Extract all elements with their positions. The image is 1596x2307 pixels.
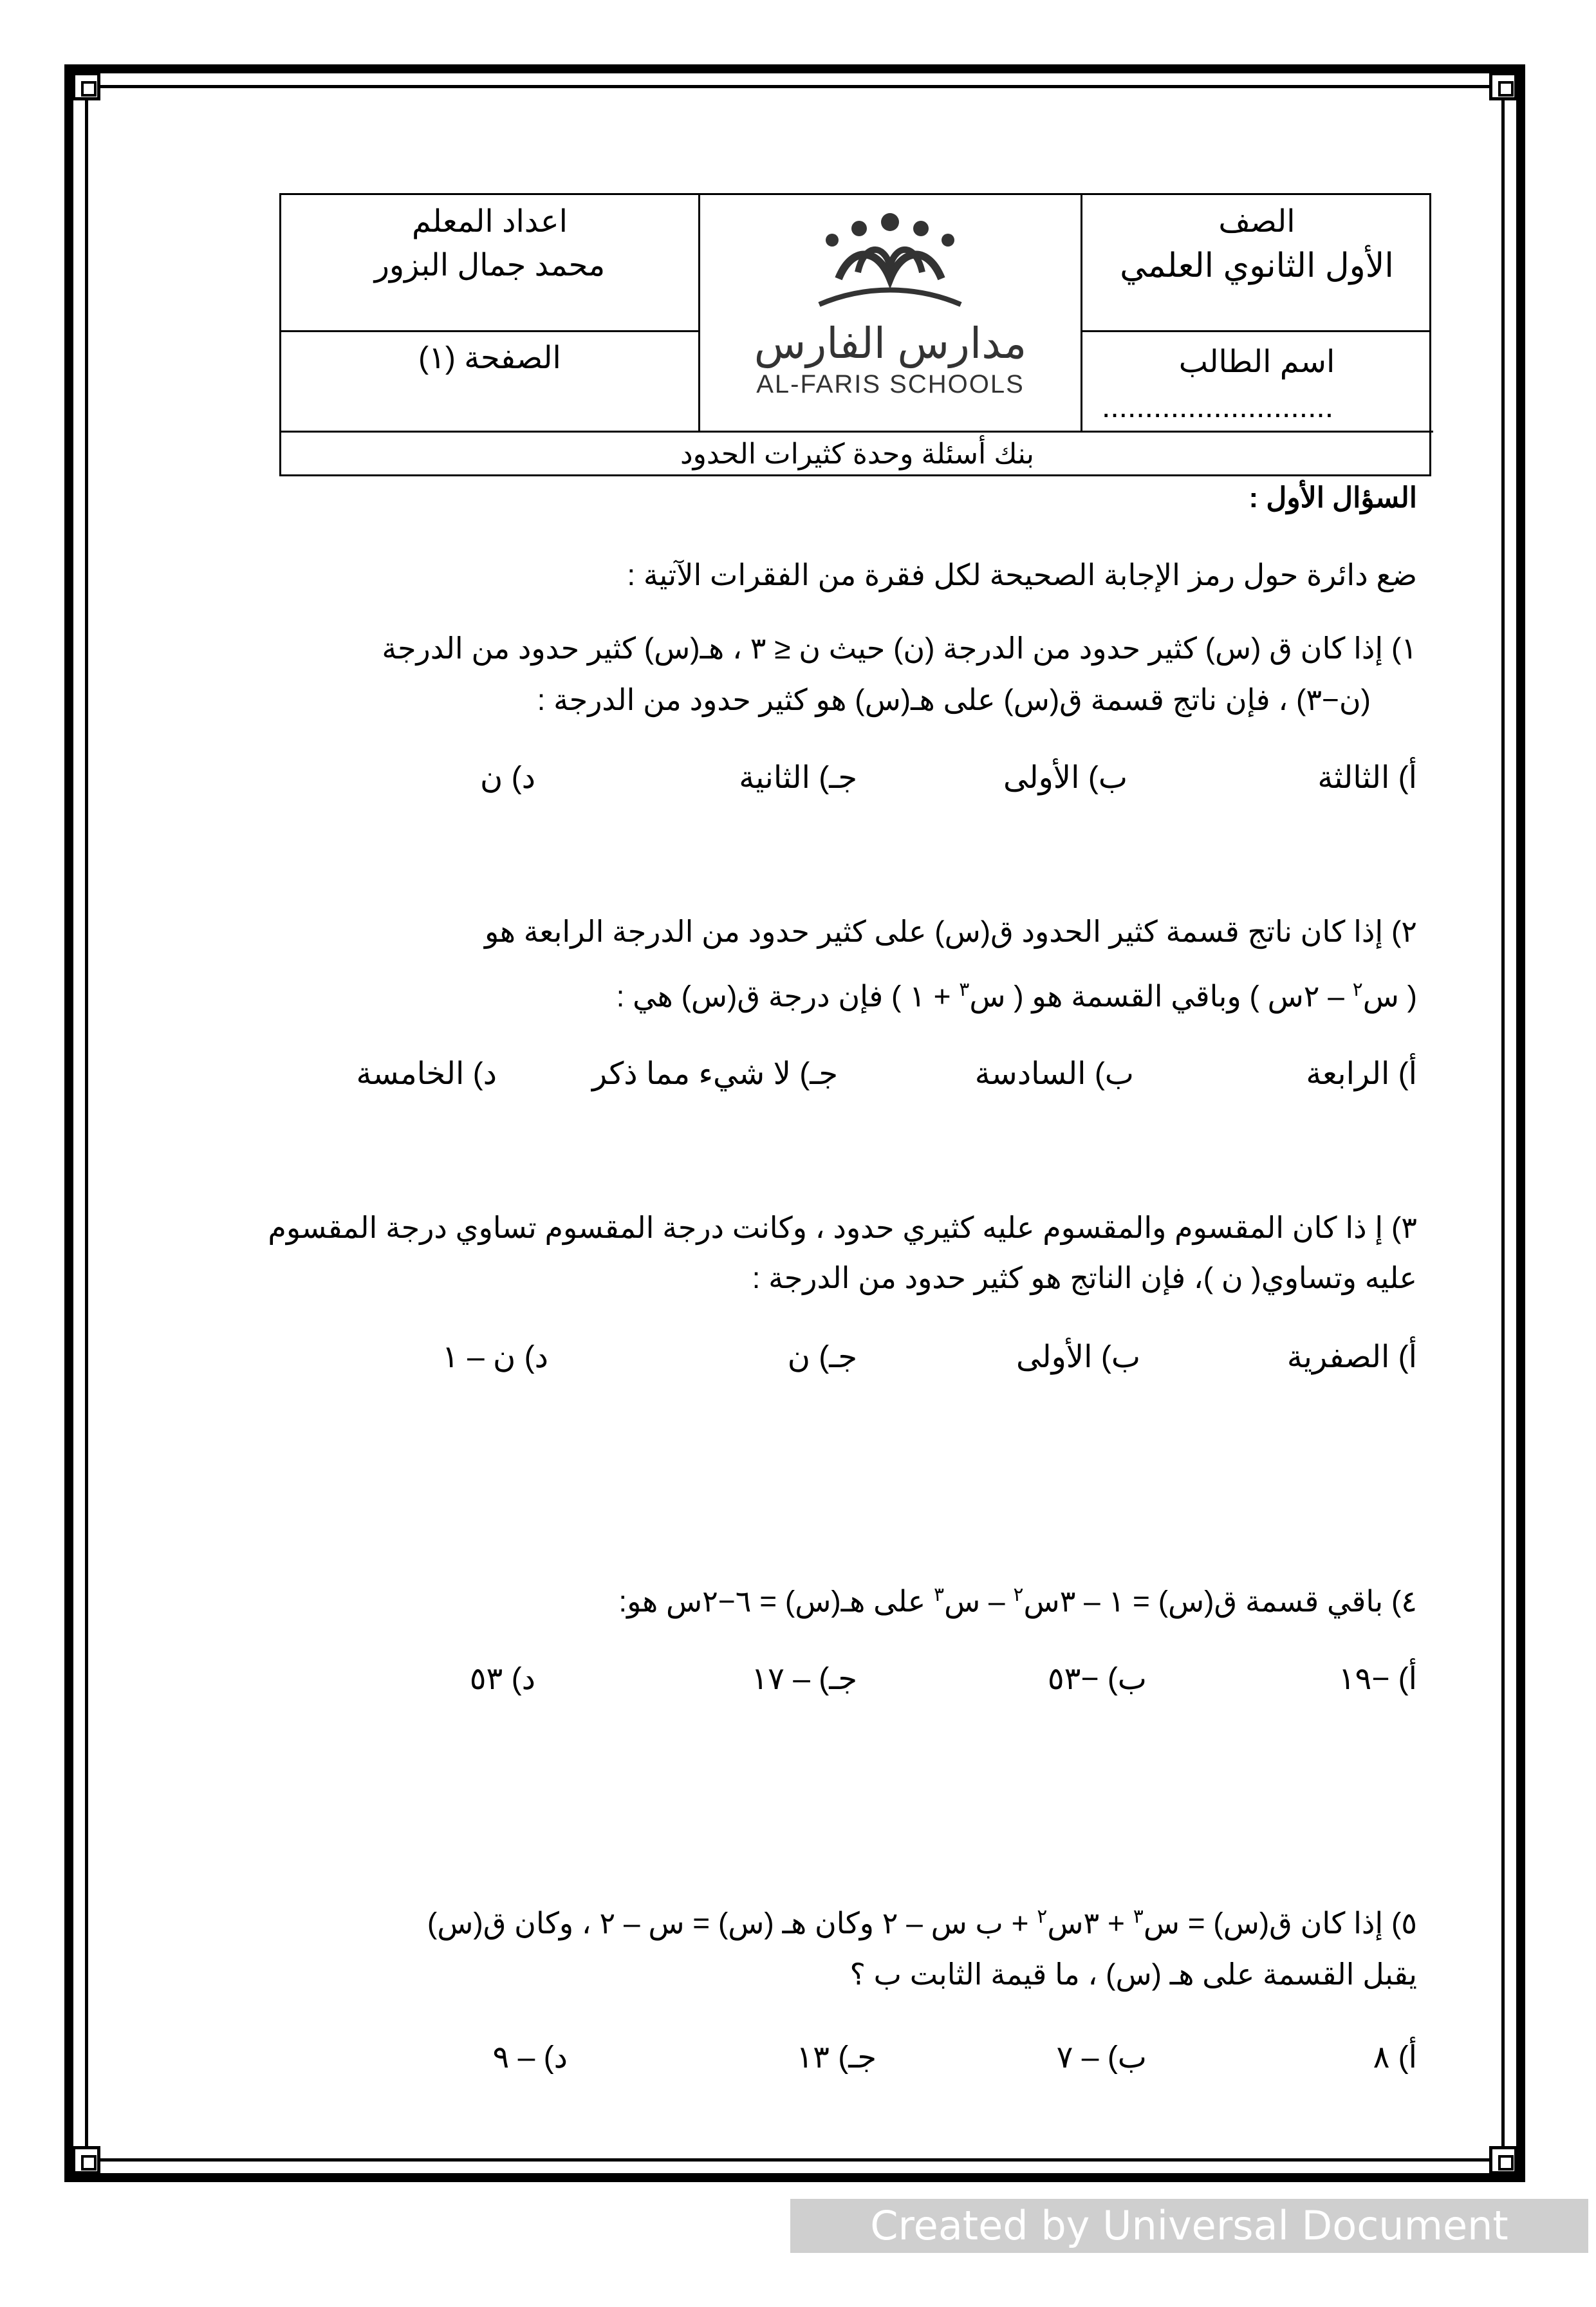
question-text bbox=[427, 1905, 1417, 1940]
expr-part: ٤) باقي قسمة ق(س) = ١ – ٣س bbox=[1023, 1584, 1417, 1618]
option-d[interactable]: د) ن – ١ bbox=[441, 1340, 548, 1374]
exponent: ٢ bbox=[1352, 979, 1363, 1000]
exponent: ٣ bbox=[1133, 1906, 1144, 1927]
border-corner-ornament bbox=[72, 2146, 100, 2174]
border-corner-ornament bbox=[1489, 2146, 1517, 2174]
expr-part: ٥) إذا كان ق(س) = س bbox=[1143, 1906, 1417, 1940]
border-corner-ornament bbox=[1489, 72, 1517, 100]
grade-label: الصف bbox=[1218, 205, 1295, 239]
header-table bbox=[279, 193, 1431, 476]
question-text: (ن−٣) ، فإن ناتج قسمة ق(س) على هـ(س) هو كثير حدود من الدرجة : bbox=[537, 683, 1371, 716]
option-d[interactable]: د) الخامسة bbox=[356, 1057, 497, 1091]
option-d[interactable]: د) – ٩ bbox=[492, 2041, 568, 2075]
option-c[interactable]: جـ) ن bbox=[787, 1340, 857, 1374]
option-c[interactable]: جـ) الثانية bbox=[739, 761, 857, 795]
teacher-cell bbox=[281, 201, 698, 289]
bank-title: بنك أسئلة وحدة كثيرات الحدود bbox=[680, 438, 1035, 470]
exponent: ٢ bbox=[1037, 1906, 1048, 1927]
expr-part: ( س bbox=[1362, 979, 1417, 1013]
option-a[interactable]: أ) الصفرية bbox=[1286, 1340, 1417, 1374]
expr-part: على هـ(س) = ٦−٢س هو: bbox=[618, 1584, 934, 1618]
option-b[interactable]: ب) الأولى bbox=[1003, 761, 1127, 795]
option-c[interactable]: جـ) ١٣ bbox=[796, 2041, 877, 2075]
exponent: ٢ bbox=[1013, 1584, 1024, 1605]
student-name-label: اسم الطالب bbox=[1178, 345, 1335, 379]
school-name-ar: مدارس الفارس bbox=[754, 319, 1027, 367]
option-c[interactable]: جـ) لا شيء مما ذكر bbox=[591, 1057, 838, 1091]
question-text: يقبل القسمة على هـ (س) ، ما قيمة الثابت ب ؟ bbox=[849, 1957, 1417, 1991]
question-text: ٢) إذا كان ناتج قسمة كثير الحدود ق(س) على كثير حدود من الدرجة الرابعة هو bbox=[484, 915, 1417, 948]
option-c[interactable]: جـ) – ١٧ bbox=[751, 1662, 857, 1696]
option-b[interactable]: ب) – ٧ bbox=[1056, 2041, 1147, 2075]
teacher-name: محمد جمال البزور bbox=[374, 248, 606, 283]
teacher-label: اعداد المعلم bbox=[412, 205, 568, 239]
question-text bbox=[617, 978, 1417, 1013]
page-number: الصفحة (١) bbox=[418, 341, 561, 375]
expr-part: + ب س – ٢ وكان هـ (س) = س – ٢ ، وكان ق(س) bbox=[427, 1906, 1037, 1940]
expr-part: – ٢س ) وباقي القسمة هو ( س bbox=[969, 979, 1353, 1013]
instruction-text: ضع دائرة حول رمز الإجابة الصحيحة لكل فقرة من الفقرات الآتية : bbox=[627, 558, 1417, 592]
question-text: ٣) إ ذا كان المقسوم والمقسوم عليه كثيري حدود ، وكانت درجة المقسوم تساوي درجة المقسوم bbox=[268, 1211, 1417, 1244]
question-text: ١) إذا كان ق (س) كثير حدود من الدرجة (ن) حيث ن ≤ ٣ ، هـ(س) كثير حدود من الدرجة bbox=[382, 631, 1417, 665]
question-text bbox=[618, 1583, 1417, 1618]
expr-part: + ١ ) فإن درجة ق(س) هي : bbox=[616, 979, 960, 1013]
school-name-en: AL-FARIS SCHOOLS bbox=[756, 370, 1025, 398]
option-a[interactable]: أ) الرابعة bbox=[1306, 1057, 1417, 1091]
option-d[interactable]: د) ن bbox=[480, 761, 535, 795]
option-a[interactable]: أ) −١٩ bbox=[1338, 1662, 1417, 1696]
grade-value: الأول الثانوي العلمي bbox=[1120, 247, 1394, 285]
page-number-cell bbox=[281, 338, 698, 379]
student-name-cell bbox=[1082, 337, 1431, 427]
option-b[interactable]: ب) السادسة bbox=[974, 1057, 1134, 1091]
expr-part: – س bbox=[944, 1584, 1014, 1618]
grade-cell bbox=[1082, 201, 1431, 289]
student-name-field[interactable]: ........................... bbox=[1102, 390, 1334, 424]
border-corner-ornament bbox=[72, 72, 100, 100]
option-a[interactable]: أ) ٨ bbox=[1373, 2041, 1417, 2075]
section-title: السؤال الأول : bbox=[1248, 482, 1417, 514]
question-text: عليه وتساوي( ن )، فإن الناتج هو كثير حدود من الدرجة : bbox=[752, 1261, 1417, 1294]
option-b[interactable]: ب) −٥٣ bbox=[1047, 1662, 1147, 1696]
watermark: Created by Universal Document Converter bbox=[790, 2199, 1588, 2253]
option-b[interactable]: ب) الأولى bbox=[1016, 1340, 1140, 1374]
option-d[interactable]: د) ٥٣ bbox=[469, 1662, 535, 1696]
school-logo bbox=[700, 195, 1081, 431]
school-logo-icon bbox=[813, 208, 967, 311]
exponent: ٣ bbox=[959, 979, 970, 1000]
option-a[interactable]: أ) الثالثة bbox=[1317, 761, 1417, 795]
expr-part: + ٣س bbox=[1047, 1906, 1133, 1940]
exponent: ٣ bbox=[933, 1584, 945, 1605]
